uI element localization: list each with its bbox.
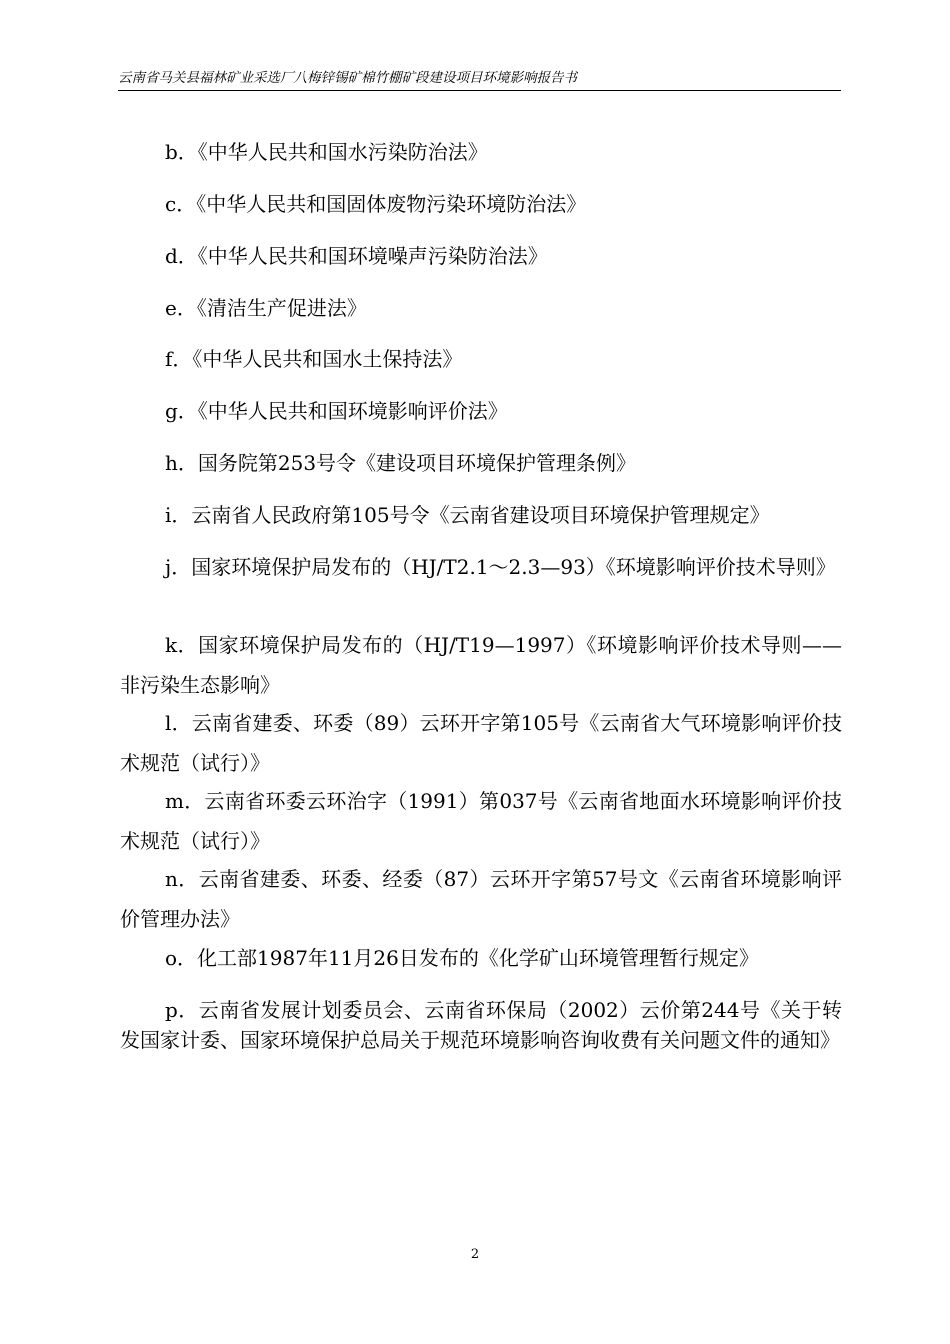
page-number: 2 <box>470 1247 480 1262</box>
list-item-p: p．云南省发展计划委员会、云南省环保局（2002）云价第244号《关于转发国家计委、国家环境保护总局关于规范环境影响咨询收费有关问题文件的通知》 <box>120 998 842 1052</box>
list-item-l: l．云南省建委、环委（89）云环开字第105号《云南省大气环境影响评价技术规范（试行）》 <box>120 711 842 775</box>
list-item-c: c．《中华人民共和国固体废物污染环境防治法》 <box>165 192 587 216</box>
running-header: 云南省马关县福林矿业采选厂八梅锌锡矿棉竹棚矿段建设项目环境影响报告书 <box>118 70 841 91</box>
list-item-b: b．《中华人民共和国水污染防治法》 <box>165 140 488 164</box>
list-item-k: k．国家环境保护局发布的（HJ/T19—1997）《环境影响评价技术导则——非污染生态影响》 <box>120 633 842 697</box>
list-item-e: e．《清洁生产促进法》 <box>165 296 367 320</box>
list-item-i: i．云南省人民政府第105号令《云南省建设项目环境保护管理规定》 <box>165 503 770 527</box>
list-item-h: h．国务院第253号令《建设项目环境保护管理条例》 <box>165 451 637 475</box>
list-item-n: n．云南省建委、环委、经委（87）云环开字第57号文《云南省环境影响评价管理办法》 <box>120 867 842 931</box>
list-item-j: j．国家环境保护局发布的（HJ/T2.1～2.3—93）《环境影响评价技术导则》 <box>165 555 836 579</box>
list-item-d: d．《中华人民共和国环境噪声污染防治法》 <box>165 244 548 268</box>
list-item-m: m．云南省环委云环治字（1991）第037号《云南省地面水环境影响评价技术规范（试行）》 <box>120 789 842 853</box>
list-item-g: g．《中华人民共和国环境影响评价法》 <box>165 399 508 423</box>
list-item-o: o．化工部1987年11月26日发布的《化学矿山环境管理暂行规定》 <box>165 946 759 970</box>
list-item-f: f．《中华人民共和国水土保持法》 <box>165 347 463 371</box>
